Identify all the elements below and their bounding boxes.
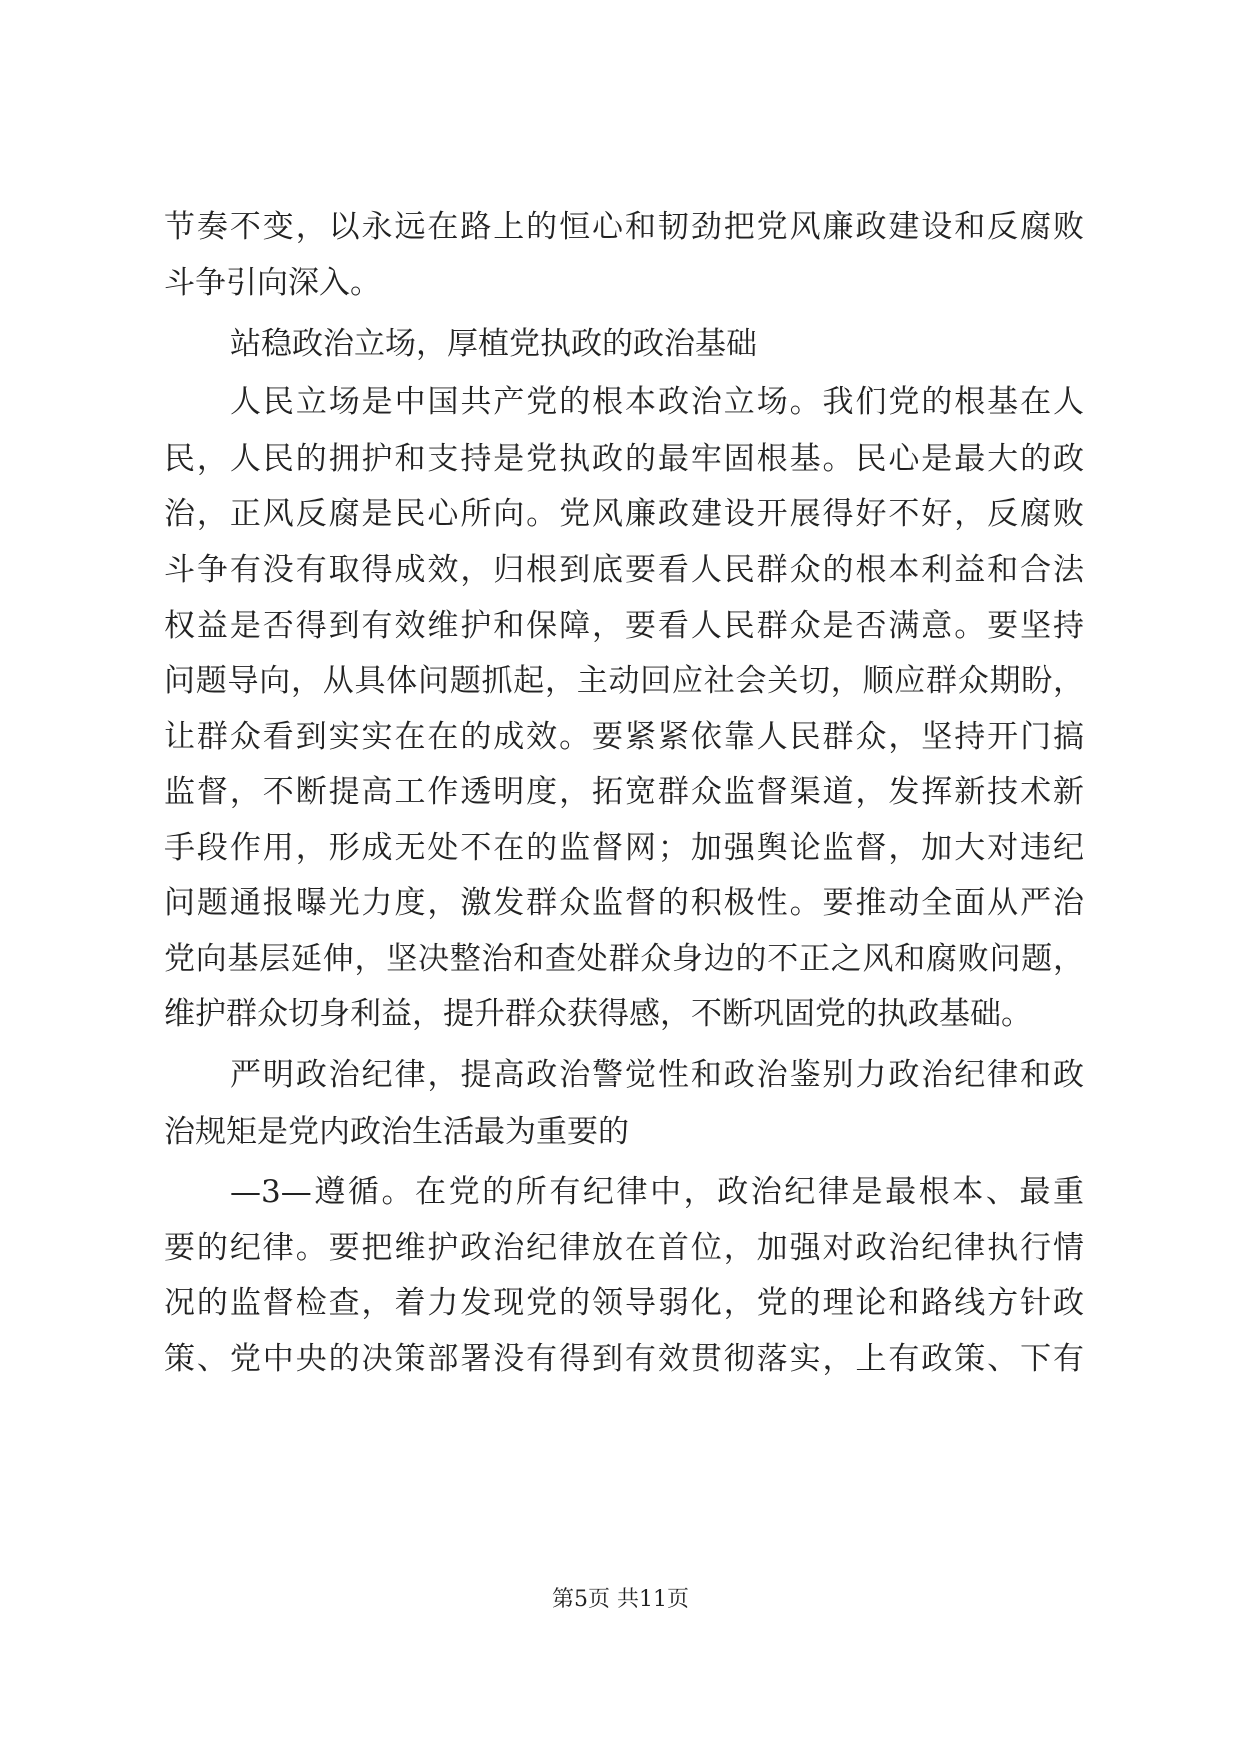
text-line: 治规矩是党内政治生活最为重要的 [164,1114,629,1150]
text-line: 斗争有没有取得成效，归根到底要看人民群众的根本利益和合法 [164,552,1084,588]
section-heading: 站稳政治立场，厚植党执政的政治基础 [230,326,757,362]
text-line: 让群众看到实实在在的成效。要紧紧依靠人民群众，坚持开门搞 [164,719,1084,755]
text-line: 党向基层延伸，坚决整治和查处群众身边的不正之风和腐败问题， [164,941,1084,977]
text-line: 权益是否得到有效维护和保障，要看人民群众是否满意。要坚持 [164,608,1084,644]
text-line: 要的纪律。要把维护政治纪律放在首位，加强对政治纪律执行情 [164,1230,1084,1266]
text-line: 问题导向，从具体问题抓起，主动回应社会关切，顺应群众期盼， [164,663,1084,699]
text-line: 问题通报曝光力度，激发群众监督的积极性。要推动全面从严治 [164,885,1084,921]
text-line: 严明政治纪律，提高政治警觉性和政治鉴别力政治纪律和政 [230,1057,1084,1093]
text-line: 况的监督检查，着力发现党的领导弱化，党的理论和路线方针政 [164,1285,1084,1321]
text-line: 人民立场是中国共产党的根本政治立场。我们党的根基在人 [230,384,1084,420]
text-line: 策、党中央的决策部署没有得到有效贯彻落实，上有政策、下有 [164,1341,1084,1377]
text-line: 斗争引向深入。 [164,265,381,301]
text-line: —3—遵循。在党的所有纪律中，政治纪律是最根本、最重 [230,1174,1084,1210]
text-line: 维护群众切身利益，提升群众获得感，不断巩固党的执政基础。 [164,996,1032,1032]
text-line: 手段作用，形成无处不在的监督网；加强舆论监督，加大对违纪 [164,830,1084,866]
page-number-footer: 第5页 共11页 [552,1587,689,1612]
text-line: 监督，不断提高工作透明度，拓宽群众监督渠道，发挥新技术新 [164,774,1084,810]
text-line: 治，正风反腐是民心所向。党风廉政建设开展得好不好，反腐败 [164,496,1084,532]
text-line: 节奏不变，以永远在路上的恒心和韧劲把党风廉政建设和反腐败 [164,209,1084,245]
text-line: 民，人民的拥护和支持是党执政的最牢固根基。民心是最大的政 [164,441,1084,477]
